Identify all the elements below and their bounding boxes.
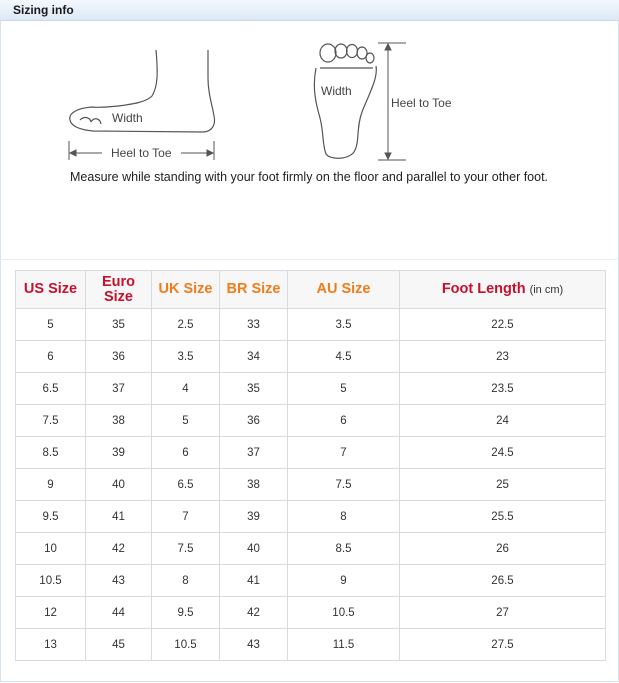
br-size-cell: 42	[220, 597, 288, 629]
euro-size-cell: 37	[86, 373, 152, 405]
uk-size-cell: 7	[152, 501, 220, 533]
us-size-cell: 6.5	[16, 373, 86, 405]
table-row	[16, 437, 606, 469]
au-size-cell: 10.5	[288, 597, 400, 629]
br-size-cell: 37	[220, 437, 288, 469]
br-size-cell: 41	[220, 565, 288, 597]
euro-size-cell: 38	[86, 405, 152, 437]
uk-size-cell: 5	[152, 405, 220, 437]
header-us-size: US Size	[16, 271, 86, 309]
table-row	[16, 629, 606, 661]
foot-length-cell: 24	[400, 405, 606, 437]
foot-length-cell: 23	[400, 341, 606, 373]
br-size-cell: 38	[220, 469, 288, 501]
table-row	[16, 533, 606, 565]
sole-length-label: Heel to Toe	[391, 96, 452, 110]
table-row	[16, 597, 606, 629]
table-header-row	[16, 271, 606, 309]
au-size-cell: 6	[288, 405, 400, 437]
us-size-cell: 12	[16, 597, 86, 629]
br-size-cell: 33	[220, 309, 288, 341]
uk-size-cell: 6	[152, 437, 220, 469]
header-euro-size: Euro Size	[86, 271, 152, 309]
table-row	[16, 405, 606, 437]
uk-size-cell: 6.5	[152, 469, 220, 501]
au-size-cell: 7.5	[288, 469, 400, 501]
foot-length-cell: 26	[400, 533, 606, 565]
table-row	[16, 565, 606, 597]
euro-size-cell: 36	[86, 341, 152, 373]
euro-size-cell: 45	[86, 629, 152, 661]
table-body	[16, 309, 606, 661]
us-size-cell: 9.5	[16, 501, 86, 533]
uk-size-cell: 3.5	[152, 341, 220, 373]
br-size-cell: 34	[220, 341, 288, 373]
header-foot-length	[400, 271, 606, 309]
euro-size-cell: 43	[86, 565, 152, 597]
us-size-cell: 5	[16, 309, 86, 341]
uk-size-cell: 8	[152, 565, 220, 597]
measurement-instructions: Measure while standing with your foot firmly on the floor and parallel to your other foot.	[70, 170, 549, 184]
au-size-cell: 3.5	[288, 309, 400, 341]
header-uk-size: UK Size	[152, 271, 220, 309]
side-length-label: Heel to Toe	[111, 146, 172, 160]
uk-size-cell: 2.5	[152, 309, 220, 341]
euro-size-cell: 44	[86, 597, 152, 629]
euro-size-cell: 41	[86, 501, 152, 533]
foot-length-cell: 22.5	[400, 309, 606, 341]
foot-length-cell: 27	[400, 597, 606, 629]
foot-length-cell: 25.5	[400, 501, 606, 533]
sole-width-label: Width	[321, 84, 352, 98]
section-divider	[0, 259, 619, 260]
section-title: Sizing info	[13, 3, 74, 17]
foot-length-cell: 23.5	[400, 373, 606, 405]
foot-length-cell: 27.5	[400, 629, 606, 661]
foot-measurement-diagram	[58, 38, 478, 168]
au-size-cell: 11.5	[288, 629, 400, 661]
br-size-cell: 39	[220, 501, 288, 533]
euro-size-cell: 42	[86, 533, 152, 565]
table-row	[16, 501, 606, 533]
table-row	[16, 309, 606, 341]
au-size-cell: 4.5	[288, 341, 400, 373]
euro-size-cell: 39	[86, 437, 152, 469]
side-width-label: Width	[112, 111, 143, 125]
uk-size-cell: 4	[152, 373, 220, 405]
header-bar	[0, 0, 619, 21]
au-size-cell: 5	[288, 373, 400, 405]
euro-size-cell: 35	[86, 309, 152, 341]
table-row	[16, 373, 606, 405]
foot-length-unit: (in cm)	[529, 283, 564, 296]
au-size-cell: 8	[288, 501, 400, 533]
us-size-cell: 9	[16, 469, 86, 501]
header-br-size: BR Size	[220, 271, 288, 309]
uk-size-cell: 7.5	[152, 533, 220, 565]
au-size-cell: 8.5	[288, 533, 400, 565]
us-size-cell: 10.5	[16, 565, 86, 597]
uk-size-cell: 10.5	[152, 629, 220, 661]
us-size-cell: 13	[16, 629, 86, 661]
au-size-cell: 7	[288, 437, 400, 469]
br-size-cell: 36	[220, 405, 288, 437]
au-size-cell: 9	[288, 565, 400, 597]
uk-size-cell: 9.5	[152, 597, 220, 629]
table-row	[16, 469, 606, 501]
us-size-cell: 8.5	[16, 437, 86, 469]
foot-length-label: Foot Length	[441, 280, 526, 297]
us-size-cell: 6	[16, 341, 86, 373]
foot-length-cell: 26.5	[400, 565, 606, 597]
size-conversion-table	[15, 270, 606, 661]
sole-foot-illustration	[314, 44, 376, 158]
us-size-cell: 7.5	[16, 405, 86, 437]
foot-diagram-svg	[58, 38, 478, 168]
br-size-cell: 35	[220, 373, 288, 405]
br-size-cell: 43	[220, 629, 288, 661]
foot-length-cell: 24.5	[400, 437, 606, 469]
br-size-cell: 40	[220, 533, 288, 565]
header-au-size: AU Size	[288, 271, 400, 309]
euro-size-cell: 40	[86, 469, 152, 501]
foot-length-cell: 25	[400, 469, 606, 501]
table-row	[16, 341, 606, 373]
us-size-cell: 10	[16, 533, 86, 565]
